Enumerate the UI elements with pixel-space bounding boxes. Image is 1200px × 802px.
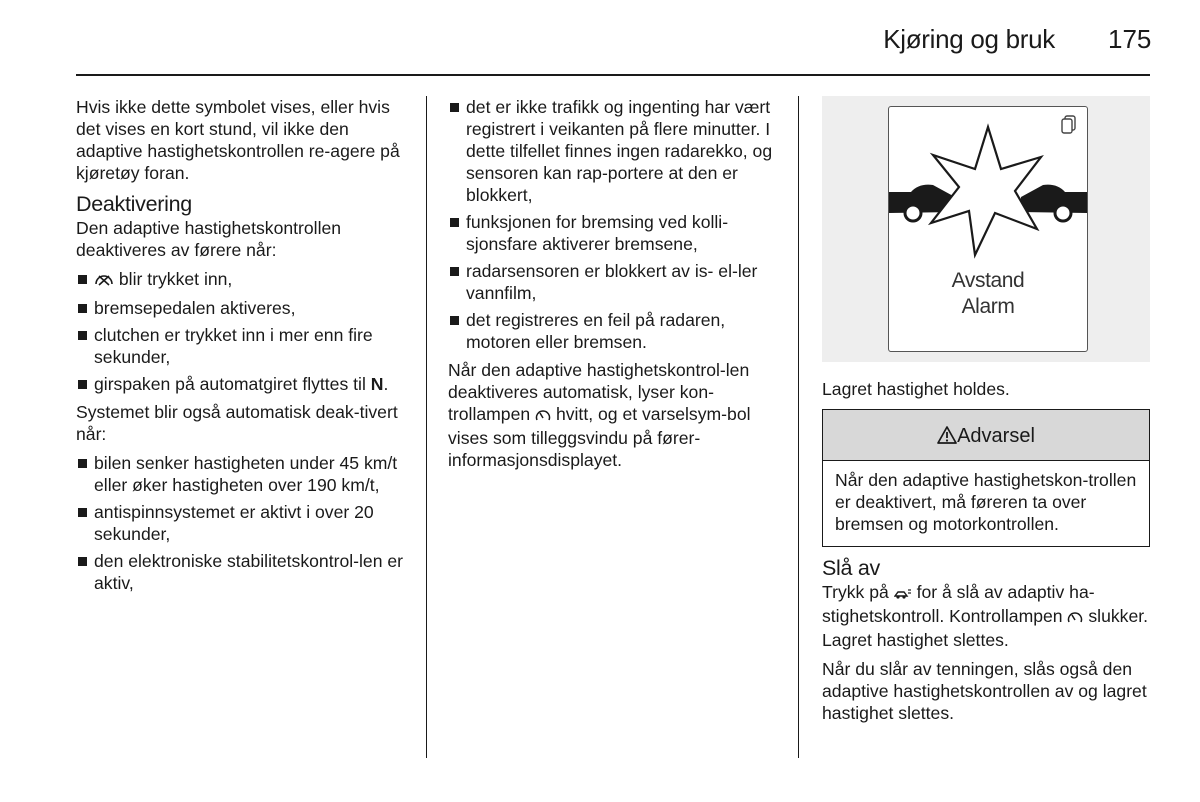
bullet-marker bbox=[450, 103, 459, 112]
list-item: antispinnsystemet er aktivt i over 20 sekunder, bbox=[76, 501, 411, 545]
cruise-cancel-icon bbox=[94, 270, 114, 292]
list-item: bilen senker hastigheten under 45 km/t eller øker hastigheten over 190 km/t, bbox=[76, 452, 411, 496]
intro-paragraph: Hvis ikke dette symbolet vises, eller hvis det vises en kort stund, vil ikke den adaptive hastighetskontrollen re-agere på kjøretøy foran. bbox=[76, 97, 400, 183]
header-divider bbox=[76, 74, 1150, 76]
list-item: clutchen er trykket inn i mer enn fire sekunder, bbox=[76, 324, 411, 368]
bullet-marker bbox=[78, 557, 87, 566]
column-3-text bbox=[822, 556, 1152, 731]
column-2 bbox=[448, 96, 783, 478]
warning-box bbox=[822, 409, 1150, 547]
alarm-text-line2: Alarm bbox=[961, 295, 1015, 318]
speedometer-indicator-icon bbox=[1067, 607, 1083, 629]
bullet-marker bbox=[78, 508, 87, 517]
column-divider-1 bbox=[426, 96, 427, 758]
list-item: funksjonen for bremsing ved kolli-sjonsfare aktiverer bremsene, bbox=[448, 211, 783, 255]
column-divider-2 bbox=[798, 96, 799, 758]
bullet-marker bbox=[78, 304, 87, 313]
deactivation-lead: Den adaptive hastighetskontrollen deaktiveres av førere når: bbox=[76, 218, 342, 260]
speedometer-indicator-icon bbox=[535, 405, 551, 427]
display-panel bbox=[888, 106, 1088, 352]
page-number: 175 bbox=[1108, 24, 1152, 54]
turn-off-heading: Slå av bbox=[822, 556, 880, 580]
list-item: radarsensoren er blokkert av is- el-ler vannfilm, bbox=[448, 260, 783, 304]
warning-header bbox=[823, 410, 1149, 461]
warning-triangle-icon bbox=[937, 412, 957, 464]
adaptive-cruise-button-icon bbox=[894, 583, 912, 605]
list-item: bremsepedalen aktiveres, bbox=[76, 297, 411, 319]
bullet-marker bbox=[78, 459, 87, 468]
bullet-marker bbox=[450, 218, 459, 227]
collision-star-icon bbox=[889, 117, 1087, 267]
gear-letter: N bbox=[370, 374, 384, 394]
list-item: det er ikke trafikk og ingenting har vært registrert i veikanten på flere minutter. I dette tilfellet finnes ingen radarekko, og sensoren kan rap-portere at den er blokkert, bbox=[448, 96, 783, 206]
continued-list bbox=[448, 96, 783, 353]
warning-title: Advarsel bbox=[957, 425, 1035, 447]
list-item: den elektroniske stabilitetskontrol-len er aktiv, bbox=[76, 550, 411, 594]
list-item: det registreres en feil på radaren, motoren eller bremsen. bbox=[448, 309, 783, 353]
ignition-paragraph: Når du slår av tenningen, slås også den adaptive hastighetskontrollen av og lagret hastighet slettes. bbox=[822, 659, 1147, 723]
figure-caption: Lagret hastighet holdes. bbox=[822, 379, 1010, 399]
turn-off-paragraph: Trykk på for å slå av adaptiv ha-stighetskontroll. Kontrollampen slukker. Lagret hastighet slettes. bbox=[822, 582, 1149, 650]
bullet-marker bbox=[78, 380, 87, 389]
auto-deactivation-lead: Systemet blir også automatisk deak-tivert når: bbox=[76, 402, 398, 444]
deactivation-heading: Deaktivering bbox=[76, 192, 192, 216]
distance-alarm-figure bbox=[822, 96, 1150, 362]
bullet-marker bbox=[78, 331, 87, 340]
auto-deactivation-list bbox=[76, 452, 411, 594]
bullet-marker bbox=[450, 267, 459, 276]
section-title: Kjøring og bruk bbox=[883, 24, 1055, 54]
indicator-paragraph: Når den adaptive hastighetskontrol-len deaktiveres automatisk, lyser kon-trollampen hvitt, og et varselsym-bol vises som tilleggsvindu på fører-informasjonsdisplayet. bbox=[448, 360, 751, 470]
bullet-marker bbox=[450, 316, 459, 325]
alarm-text-line1: Avstand bbox=[951, 269, 1025, 292]
bullet-marker bbox=[78, 275, 87, 284]
figure-caption-block bbox=[822, 378, 1152, 407]
deactivation-list bbox=[76, 268, 411, 395]
column-1 bbox=[76, 96, 411, 600]
list-item: blir trykket inn, bbox=[76, 268, 411, 292]
warning-text: Når den adaptive hastighetskon-trollen er deaktivert, må føreren ta over bremsen og motorkontrollen. bbox=[835, 470, 1137, 534]
list-item: girspaken på automatgiret flyttes til N. bbox=[76, 373, 411, 395]
